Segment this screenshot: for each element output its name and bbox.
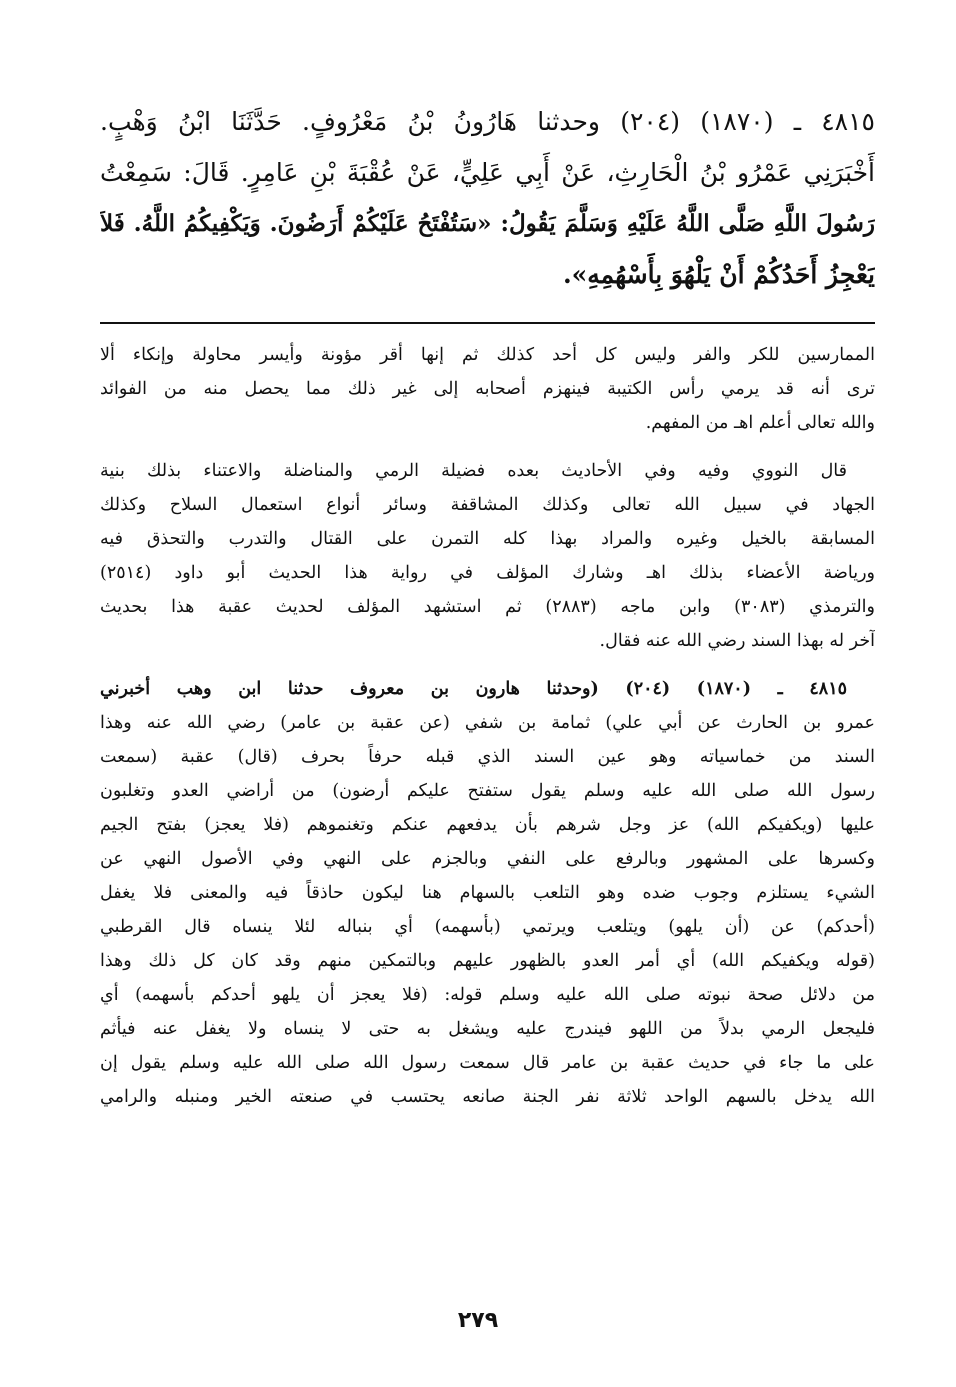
commentary-paragraph xyxy=(100,454,875,658)
commentary-line: فليجعل الرمي بدلاً من اللهو فيندرج عليه ويشغل به حتى لا ينساه ولا يغفل عنه فيأثم xyxy=(100,1019,875,1039)
commentary-line: والترمذي (٣٠٨٣) وابن ماجه (٢٨٨٣) ثم استشهد المؤلف لحديث عقبة هذا بحديث xyxy=(100,597,875,617)
commentary-paragraph xyxy=(100,338,875,440)
hadith-line: يَعْجِزُ أَحَدُكُمْ أَنْ يَلْهُوَ بِأَسْهُمِهِ». xyxy=(562,260,875,289)
commentary xyxy=(100,338,875,1114)
commentary-line: رسول الله صلى الله عليه وسلم يقول ستفتح عليكم أرضون) من أراضي العدو وتغلبون xyxy=(100,781,875,801)
commentary-line: على ما جاء في حديث عقبة بن عامر قال سمعت رسول الله صلى الله عليه وسلم يقول إن xyxy=(100,1053,875,1073)
commentary-line: عمرو بن الحارث عن أبي علي) ثمامة بن شفي (عن عقبة بن عامر) رضي الله عنه وهذا xyxy=(100,713,875,733)
commentary-line: المسابقة بالخيل وغيره والمراد بهذا كله التمرن على القتال والتدرب والتحذق فيه xyxy=(100,529,875,549)
commentary-line: السند من خماسياته وهو عين السند الذي قبله حرفاً بحرف (قال) عقبة (سمعت xyxy=(100,747,875,767)
commentary-line: ٤٨١٥ ـ (١٨٧٠) (٢٠٤) (وحدثنا هارون بن معروف حدثنا ابن وهب أخبرني xyxy=(100,679,848,699)
commentary-line: الله يدخل بالسهم الواحد ثلاثة نفر الجنة صانعه يحتسب في صنعته الخير ومنبله والرامي xyxy=(100,1087,875,1107)
hadith-line: أَخْبَرَنِي عَمْرُو بْنُ الْحَارِثِ، عَنْ أَبِي عَلِيٍّ، عَنْ عُقْبَةَ بْنِ عَامِرٍ. قَالَ: سَمِعْتُ xyxy=(100,158,875,187)
commentary-line: (قوله ويكفيكم الله) أي أمر العدو بالظهور عليهم وبالتمكين منهم وقد كان كل ذلك وهذا xyxy=(100,951,875,971)
commentary-line: وكسرها على المشهور وبالرفع على النفي وبالجزم على النهي وفي الأصول النهي عن xyxy=(100,849,875,869)
commentary-line: من دلائل صحة نبوته صلى الله عليه وسلم قوله: (فلا يعجز أن يلهو أحدكم بأسهمه) أي xyxy=(100,985,875,1005)
commentary-line: (أحدكم) عن (أن يلهو) ويتلعب ويرتمي (بأسهمه) أي بنباله لئلا ينساه قال القرطبي xyxy=(100,917,875,937)
commentary-line: آخر له بهذا السند رضي الله عنه فقال. xyxy=(599,631,875,651)
hadith-line: رَسُولَ اللَّهِ صَلَّى اللَّهُ عَلَيْهِ وَسَلَّمَ يَقُولُ: «سَتُفْتَحُ عَلَيْكُمْ أَرَضُونَ. وَيَكْفِيكُمُ اللَّهُ. فَلاَ xyxy=(100,210,875,237)
commentary-line: والله تعالى أعلم اهـ من المفهم. xyxy=(645,413,875,433)
commentary-line: عليها (ويكفيكم الله) عز وجل شرهم بأن يدفعهم عنكم وتغنموهم (فلا يعجز) بفتح الجيم xyxy=(100,815,875,835)
page-number: ٢٧٩ xyxy=(457,1308,499,1333)
commentary-line: قال النووي وفيه وفي الأحاديث بعده فضيلة الرمي والمناضلة والاعتناء بذلك بنية xyxy=(100,461,847,481)
commentary-line: الجهاد في سبيل الله تعالى وكذلك المشاقفة وسائر أنواع استعمال السلاح وكذلك xyxy=(100,495,875,515)
section-divider xyxy=(100,322,875,324)
commentary-line: ترى أنه قد يرمي رأس الكتيبة فينهزم أصحابه إلى غير ذلك مما يحصل منه من الفوائد xyxy=(100,379,875,399)
page-body xyxy=(100,96,875,1114)
hadith-line: ٤٨١٥ ـ (١٨٧٠) (٢٠٤) وحدثنا هَارُونُ بْنُ مَعْرُوفٍ. حَدَّثَنَا ابْنُ وَهْبٍ. xyxy=(100,107,875,136)
commentary-line: الممارسين للكر والفر وليس كل أحد كذلك ثم إنها أقر مؤونة وأيسر محاولة وإنكاء ألا xyxy=(100,345,875,365)
commentary-line: الشيء يستلزم وجوب ضده وهو التلعب بالسهام هنا ليكون حاذقاً فيه والمعنى فلا يغفل xyxy=(100,883,875,903)
commentary-line: ورياضة الأعضاء بذلك اهـ وشارك المؤلف في رواية هذا الحديث أبو داود (٢٥١٤) xyxy=(100,563,875,583)
commentary-paragraph xyxy=(100,672,875,1114)
hadith-text xyxy=(100,96,875,300)
